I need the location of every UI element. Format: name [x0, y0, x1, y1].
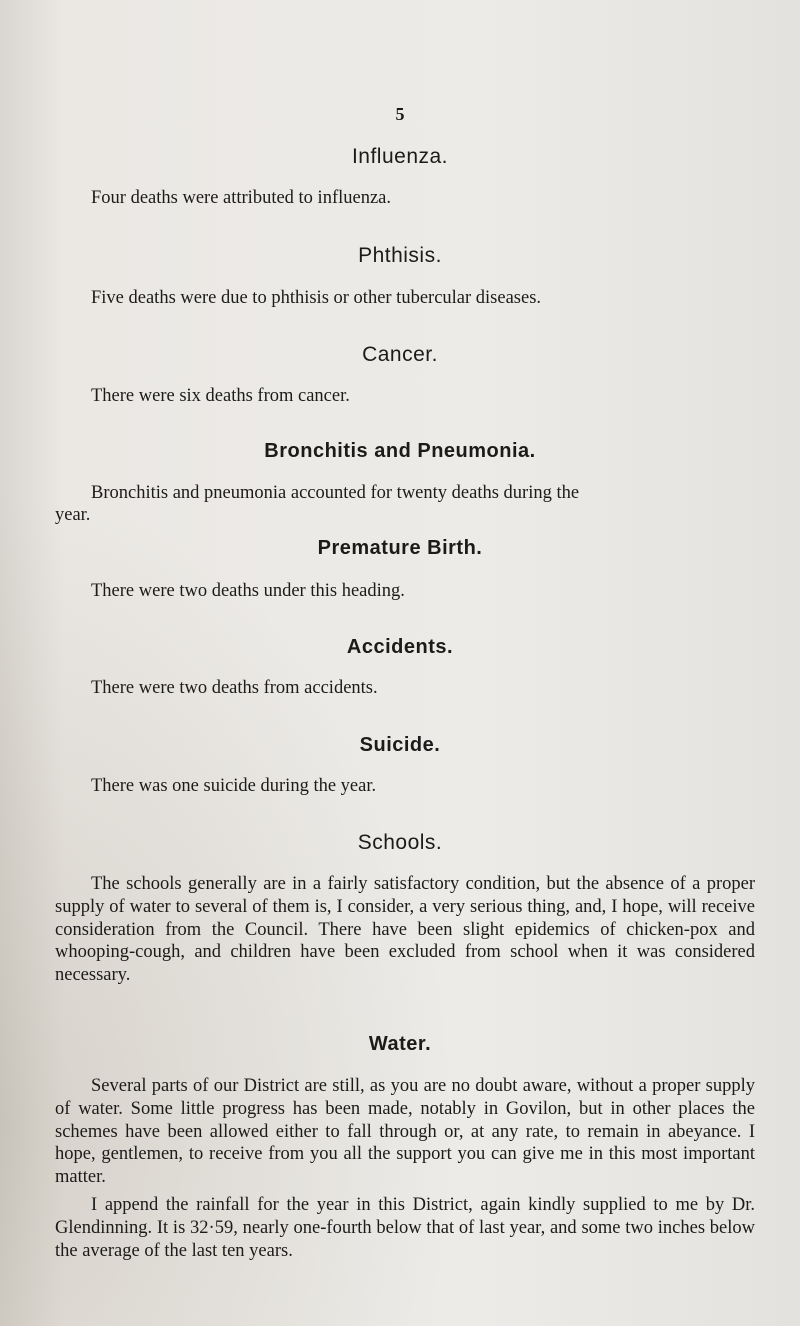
suicide-text: There was one suicide during the year.: [91, 776, 377, 796]
water-paragraph-2: I append the rainfall for the year in this District, again kindly supplied to me by Dr. Glendinning. It is 32·59, nearly one-fourth below that of last year, and some two inches below the average of the last ten years.: [55, 1195, 755, 1261]
heading-accidents: Accidents.: [346, 636, 454, 658]
page-number: 5: [395, 104, 405, 124]
heading-influenza: Influenza.: [351, 145, 449, 168]
bronchitis-text-line2: year.: [55, 505, 91, 525]
heading-premature-birth: Premature Birth.: [317, 537, 483, 559]
cancer-text: There were six deaths from cancer.: [91, 386, 350, 406]
accidents-text: There were two deaths from accidents.: [91, 678, 378, 698]
bronchitis-text-line1: Bronchitis and pneumonia accounted for twenty deaths during the: [91, 483, 580, 503]
influenza-text: Four deaths were attributed to influenza.: [91, 188, 392, 208]
heading-cancer: Cancer.: [362, 343, 438, 366]
heading-water: Water.: [368, 1033, 432, 1055]
premature-birth-text: There were two deaths under this heading.: [91, 581, 405, 601]
schools-paragraph: The schools generally are in a fairly satisfactory condition, but the absence of a proper supply of water to several of them is, I consider, a very serious thing, and, I hope, will receive consideration from the Council. There have been slight epidemics of chicken-pox and whooping-cough, and children have been excluded from school when it was considered necessary.: [55, 874, 755, 986]
water-paragraph-1: Several parts of our District are still, as you are no doubt aware, without a proper supply of water. Some little progress has been made, notably in Govilon, but in other places the schemes have been allowed either to fall through or, at any rate, to remain in abeyance. I hope, gentlemen, to receive from you all the support you can give me in this most important matter.: [55, 1076, 755, 1188]
heading-schools: Schools.: [357, 831, 443, 854]
heading-phthisis: Phthisis.: [358, 244, 442, 267]
heading-suicide: Suicide.: [359, 734, 441, 756]
phthisis-text: Five deaths were due to phthisis or other tubercular diseases.: [91, 288, 542, 308]
heading-bronchitis-pneumonia: Bronchitis and Pneumonia.: [264, 440, 536, 462]
